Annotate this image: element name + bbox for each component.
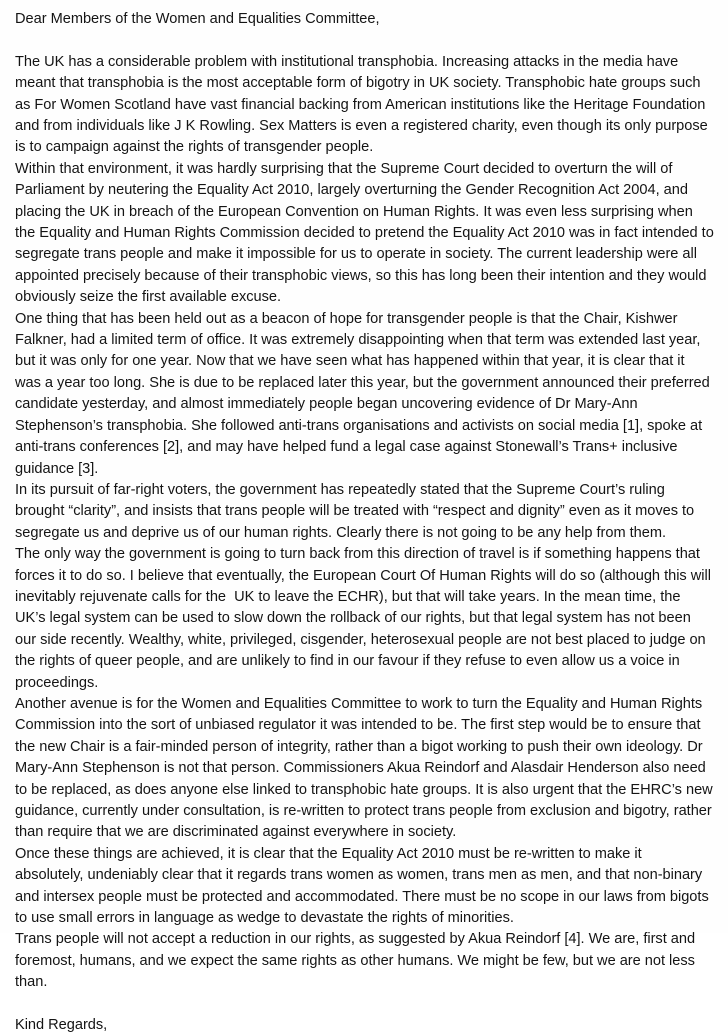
paragraph-5: The only way the government is going to turn back from this direction of travel is if something happens that forces it to do so. I believe that eventually, the European Court Of Human Rights will do so (although this will inevitably rejuvenate calls for the UK to leave the ECHR), but that will take years. In the mean time, the UK’s legal system can be used to slow down the rollback of our rights, but that legal system has not been our side recently. Wealthy, white, privileged, cisgender, heterosexual people are not best placed to judge on the rights of queer people, and are unlikely to find in our favour if they refuse to even allow us a voice in proceedings. bbox=[15, 546, 715, 691]
body-paragraphs bbox=[15, 52, 718, 994]
paragraph-4: In its pursuit of far-right voters, the government has repeatedly stated that the Supreme Court’s ruling brought “clarity”, and insists that trans people will be treated with “respect and dignity” even as it moves to segregate us and deprive us of our human rights. Clearly there is not going to be any help from them. bbox=[15, 481, 699, 541]
paragraph-2: Within that environment, it was hardly surprising that the Supreme Court decided to overturn the will of Parliament by neutering the Equality Act 2010, largely overturning the Gender Recognition Act 2004, and placing the UK in breach of the European Convention on Human Rights. It was even less surprising when the Equality and Human Rights Commission decided to pretend the Equality Act 2010 was in fact intended to segregate trans people and make it impossible for us to operate in society. The current leadership were all appointed precisely because of their transphobic views, so this has long been their intention and they would obviously seize the first available excuse. bbox=[15, 160, 718, 306]
paragraph-1: The UK has a considerable problem with institutional transphobia. Increasing attacks in the media have meant that transphobia is the most acceptable form of bigotry in UK society. Transphobic hate groups such as For Women Scotland have vast financial backing from American institutions like the Heritage Foundation and from individuals like J K Rowling. Sex Matters is even a registered charity, even though its only purpose is to campaign against the rights of transgender people. bbox=[15, 53, 712, 156]
letter-body bbox=[15, 9, 718, 1036]
signoff: Kind Regards, bbox=[15, 1017, 108, 1034]
paragraph-8: Trans people will not accept a reduction in our rights, as suggested by Akua Reindorf [4]. We are, first and foremost, humans, and we expect the same rights as other humans. We might be few, but we are not less than. bbox=[15, 931, 700, 991]
paragraph-3: One thing that has been held out as a beacon of hope for transgender people is that the Chair, Kishwer Falkner, had a limited term of office. It was extremely disappointing when that term was extended last year, but it was only for one year. Now that we have seen what has happened within that year, it is clear that it was a year too long. She is due to be replaced later this year, but the government announced their preferred candidate yesterday, and almost immediately people began uncovering evidence of Dr Mary-Ann Stephenson’s transphobia. She followed anti-trans organisations and activists on social media [1], spoke at anti-trans conferences [2], and may have helped fund a legal case against Stonewall’s Trans+ inclusive guidance [3]. bbox=[15, 310, 714, 477]
salutation-spacer bbox=[15, 30, 714, 51]
signoff-spacer bbox=[15, 994, 714, 1015]
paragraph-6: Another avenue is for the Women and Equalities Committee to work to turn the Equality and Human Rights Commission into the sort of unbiased regulator it was intended to be. The first step would be to ensure that the new Chair is a fair-minded person of integrity, rather than a bigot working to push their own ideology. Dr Mary-Ann Stephenson is not that person. Commissioners Akua Reindorf and Alasdair Henderson also need to be replaced, as does anyone else linked to transphobic hate groups. It is also urgent that the EHRC’s new guidance, currently under consultation, is re-written to protect trans people from exclusion and bigotry, rather than require that we are discriminated against everywhere in society. bbox=[15, 695, 717, 841]
paragraph-7: Once these things are achieved, it is clear that the Equality Act 2010 must be re-written to make it absolutely, undeniably clear that it regards trans women as women, trans men as men, and that non-binary and intersex people must be protected and accommodated. There must be no scope in our laws from bigots to use small errors in language as wedge to devastate the rights of minorities. bbox=[15, 845, 713, 927]
salutation: Dear Members of the Women and Equalities Committee, bbox=[15, 11, 380, 27]
